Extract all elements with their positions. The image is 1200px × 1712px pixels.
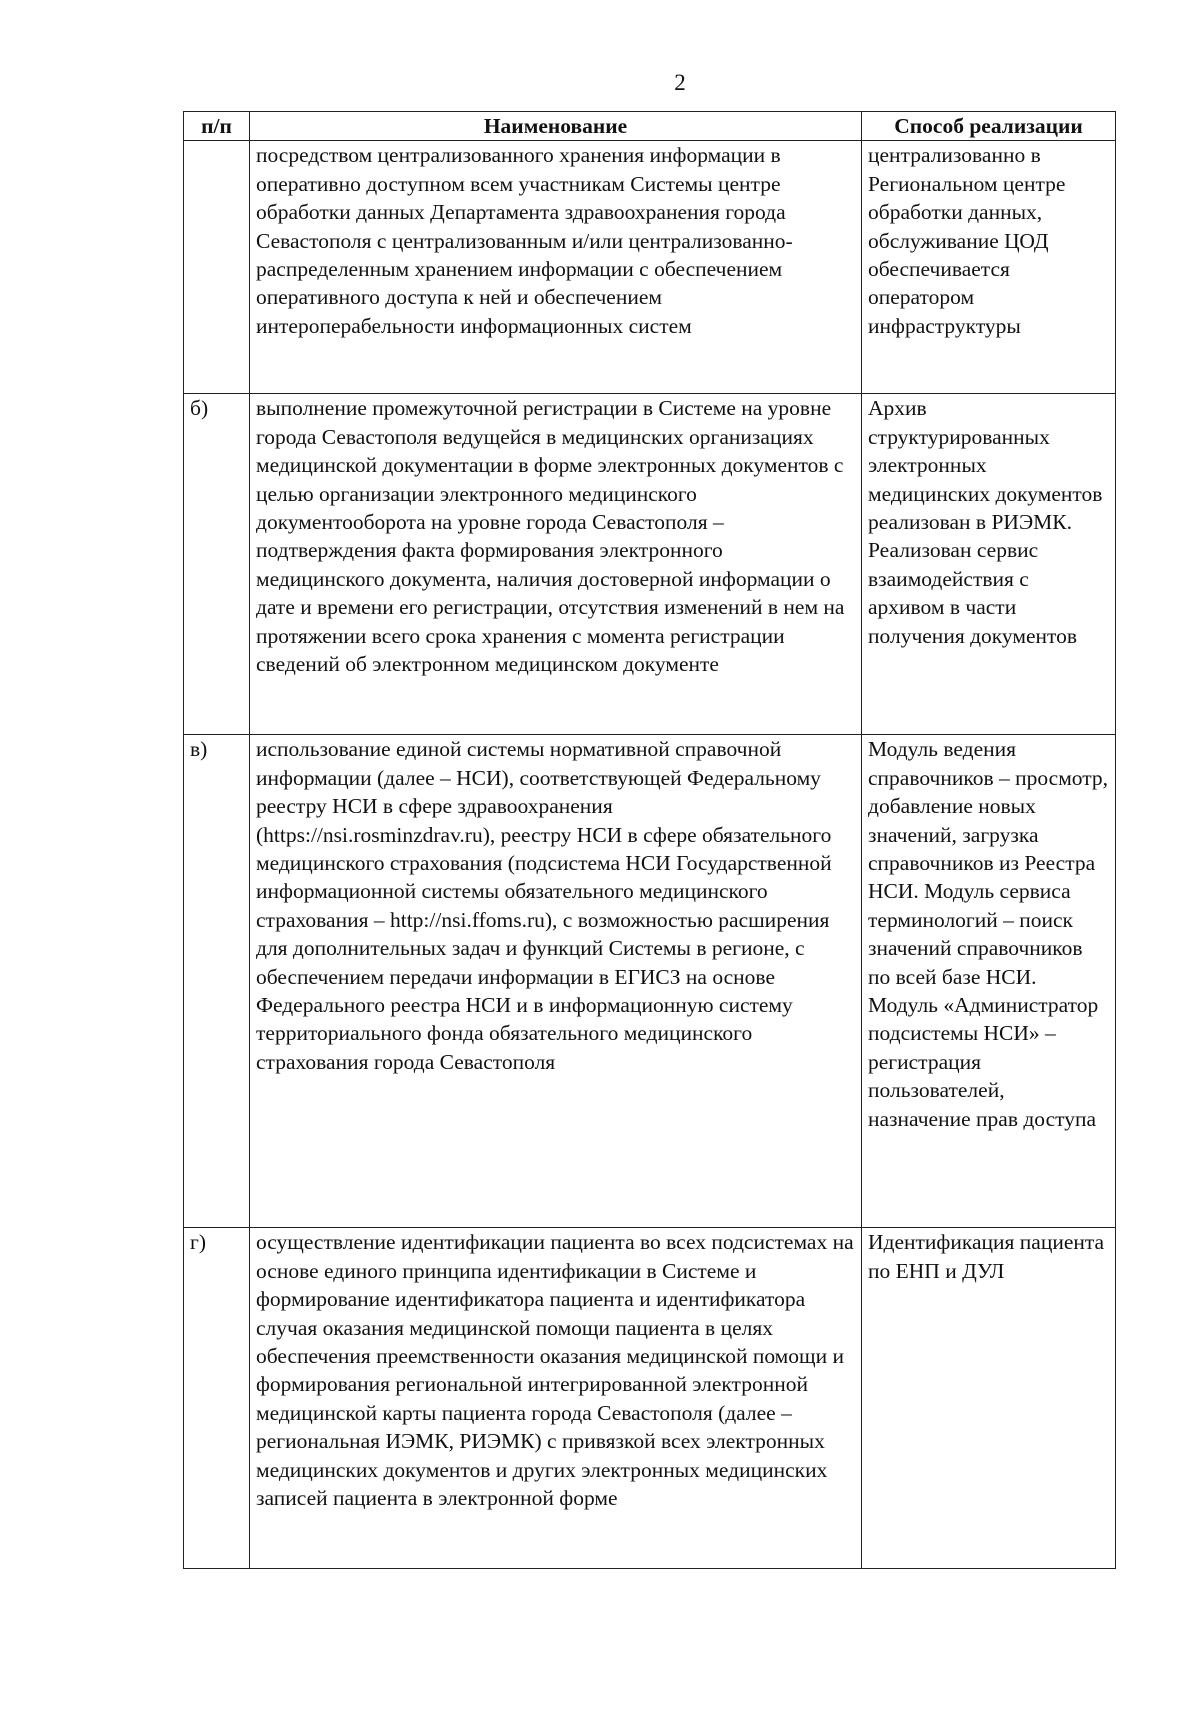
row-method: централизованно в Региональном центре обработки данных, обслуживание ЦОД обеспечивается оператором инфраструктуры	[862, 141, 1116, 394]
page-number: 2	[674, 70, 686, 95]
row-method: Архив структурированных электронных медицинских документов реализован в РИЭМК. Реализован сервис взаимодействия с архивом в части получения документов	[862, 394, 1116, 735]
table-row	[184, 735, 1116, 1228]
header-name: Наименование	[250, 112, 862, 141]
row-method: Модуль ведения справочников – просмотр, добавление новых значений, загрузка справочников из Реестра НСИ. Модуль сервиса терминологий – поиск значений справочников по всей базе НСИ. Модуль «Администратор подсистемы НСИ» – регистрация пользователей, назначение прав доступа	[862, 735, 1116, 1228]
table-row	[184, 1228, 1116, 1569]
table-header-row	[184, 112, 1116, 141]
row-name: осуществление идентификации пациента во всех подсистемах на основе единого принципа идентификации в Системе и формирование идентификатора пациента и идентификатора случая оказания медицинской помощи пациента в целях обеспечения преемственности оказания медицинской помощи и формирования региональной интегрированной электронной медицинской карты пациента города Севастополя (далее – региональная ИЭМК, РИЭМК) с привязкой всех электронных медицинских документов и других электронных медицинских записей пациента в электронной форме	[250, 1228, 862, 1569]
row-name: использование единой системы нормативной справочной информации (далее – НСИ), соответствующей Федеральному реестру НСИ в сфере здравоохранения (https://nsi.rosminzdrav.ru), реестру НСИ в сфере обязательного медицинского страхования (подсистема НСИ Государственной информационной системы обязательного медицинского страхования – http://nsi.ffoms.ru), с возможностью расширения для дополнительных задач и функций Системы в регионе, с обеспечением передачи информации в ЕГИСЗ на основе Федерального реестра НСИ и в информационную систему территориального фонда обязательного медицинского страхования города Севастополя	[250, 735, 862, 1228]
row-number	[184, 141, 250, 394]
row-name: выполнение промежуточной регистрации в Системе на уровне города Севастополя ведущейся в медицинских организациях медицинской документации в форме электронных документов с целью организации электронного медицинского документооборота на уровне города Севастополя – подтверждения факта формирования электронного медицинского документа, наличия достоверной информации о дате и времени его регистрации, отсутствия изменений в нем на протяжении всего срока хранения с момента регистрации сведений об электронном медицинском документе	[250, 394, 862, 735]
table-row	[184, 394, 1116, 735]
row-method: Идентификация пациента по ЕНП и ДУЛ	[862, 1228, 1116, 1569]
row-number: в)	[184, 735, 250, 1228]
row-number: г)	[184, 1228, 250, 1569]
header-method: Способ реализации	[862, 112, 1116, 141]
header-number: п/п	[184, 112, 250, 141]
implementation-table	[183, 111, 1116, 1569]
row-name: посредством централизованного хранения информации в оперативно доступном всем участникам Системы центре обработки данных Департамента здравоохранения города Севастополя с централизованным и/или централизованно-распределенным хранением информации с обеспечением оперативного доступа к ней и обеспечением интероперабельности информационных систем	[250, 141, 862, 394]
row-number: б)	[184, 394, 250, 735]
table-row	[184, 141, 1116, 394]
